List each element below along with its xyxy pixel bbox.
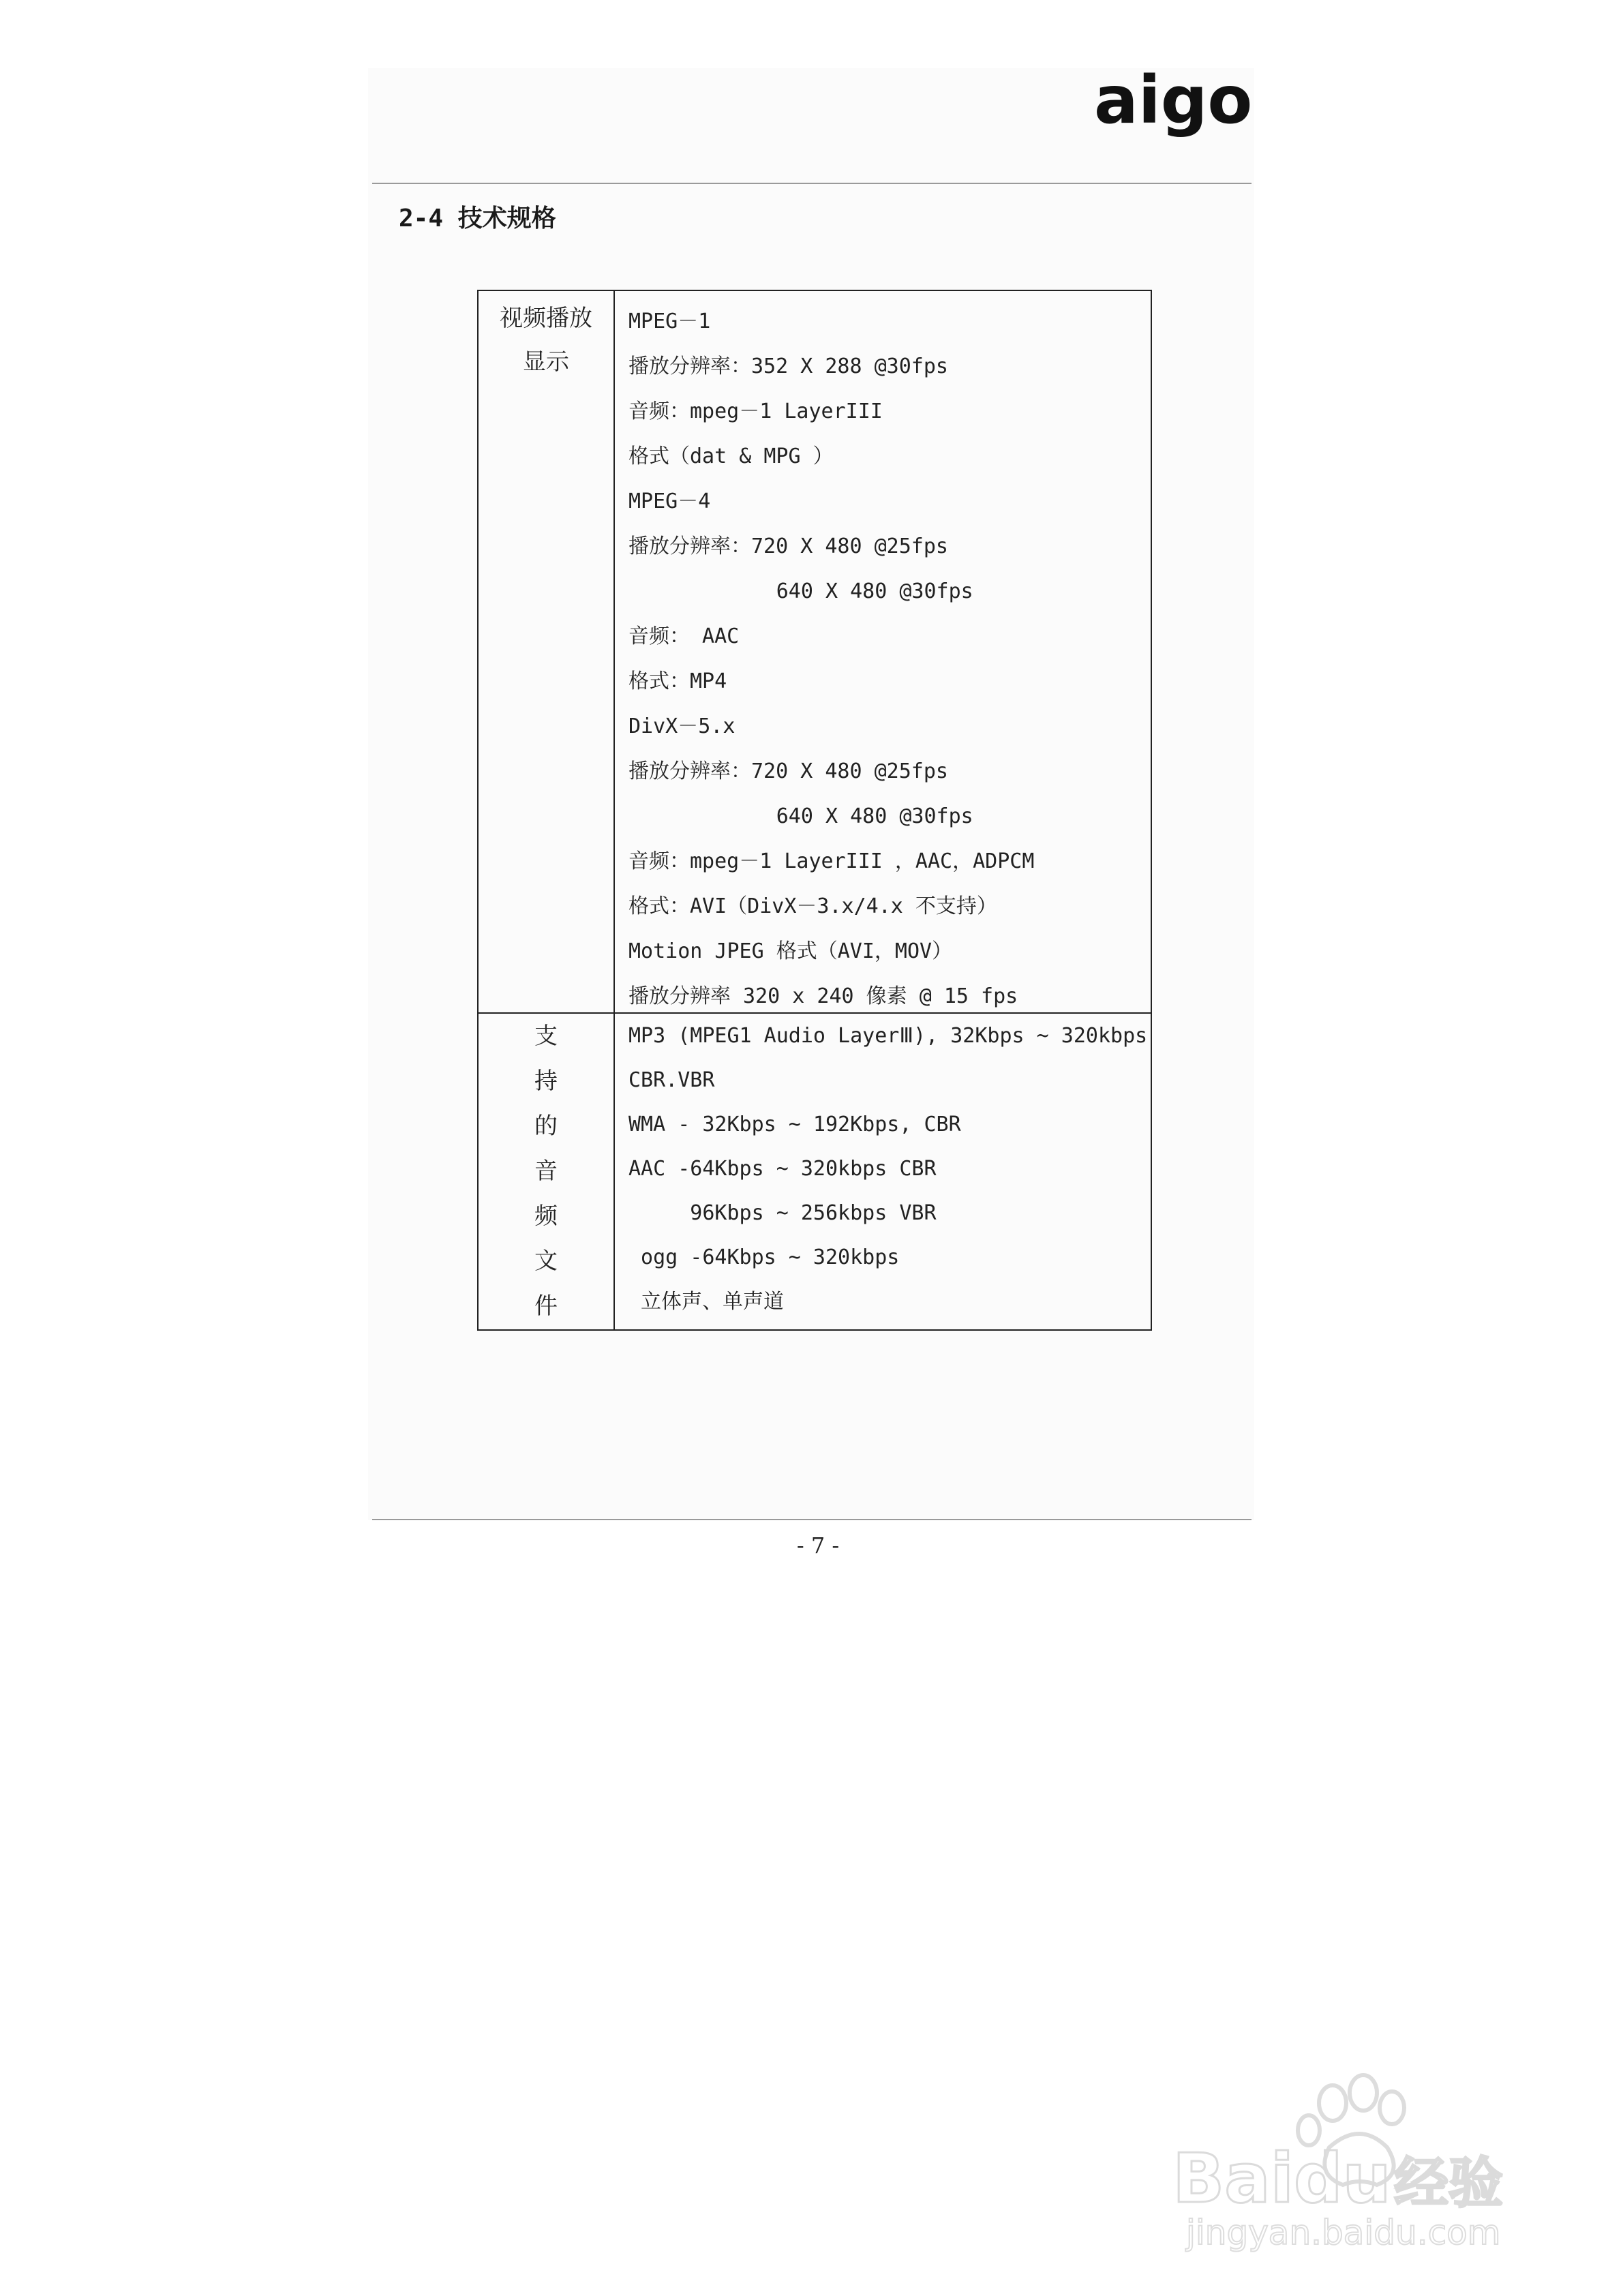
footer-divider <box>372 1519 1252 1520</box>
spec-table <box>477 290 1152 1331</box>
spec-line: WMA - 32Kbps ~ 192Kbps, CBR <box>628 1113 961 1136</box>
section-heading: 2-4 技术规格 <box>399 205 556 232</box>
audio-spec-list <box>628 1014 1160 1324</box>
spec-line: 格式（dat & MPG ） <box>628 444 834 468</box>
audio-row-label-char: 持 <box>534 1068 558 1095</box>
audio-row-label-char: 文 <box>534 1248 558 1275</box>
video-row-label <box>479 297 613 384</box>
spec-line: MPEG－4 <box>628 489 711 513</box>
video-row-label-line: 显示 <box>523 348 569 376</box>
spec-line: 立体声、单声道 <box>628 1290 785 1314</box>
audio-row-label-char: 支 <box>534 1023 558 1050</box>
spec-line: 播放分辨率：720 X 480 @25fps <box>628 534 948 558</box>
audio-row-label-char: 件 <box>534 1293 558 1320</box>
spec-line: 96Kbps ~ 256kbps VBR <box>628 1201 937 1225</box>
audio-spec-row <box>479 1014 1151 1329</box>
spec-line: 640 X 480 @30fps <box>628 579 973 603</box>
spec-line: 音频：mpeg－1 LayerIII <box>628 399 883 423</box>
spec-line: 音频：mpeg－1 LayerIII ，AAC，ADPCM <box>628 849 1035 873</box>
spec-line: 播放分辨率 320 x 240 像素 @ 15 fps <box>628 984 1018 1008</box>
spec-line: 640 X 480 @30fps <box>628 804 973 828</box>
column-divider <box>613 1014 615 1329</box>
video-spec-list <box>628 299 1160 1019</box>
spec-line: Motion JPEG 格式（AVI，MOV） <box>628 939 953 963</box>
spec-line: 音频： AAC <box>628 624 740 648</box>
spec-line: ogg -64Kbps ~ 320kbps <box>628 1245 900 1269</box>
aigo-logo-text: aigo <box>1094 68 1253 138</box>
watermark-brand-text: Baidu <box>1172 2139 1391 2218</box>
spec-line: 格式：MP4 <box>628 669 727 693</box>
spec-line: 格式：AVI（DivX－3.x/4.x 不支持） <box>628 894 997 918</box>
video-row-label-line: 视频播放 <box>500 305 592 332</box>
spec-line: 播放分辨率：352 X 288 @30fps <box>628 354 948 378</box>
baidu-jingyan-watermark <box>1159 2066 1541 2256</box>
audio-row-label-char: 的 <box>534 1113 558 1140</box>
audio-row-label-char: 音 <box>534 1158 558 1185</box>
aigo-logo <box>1094 68 1258 170</box>
spec-line: AAC -64Kbps ~ 320kbps CBR <box>628 1157 937 1181</box>
spec-line: MP3 (MPEG1 Audio LayerⅢ), 32Kbps ~ 320kbps <box>628 1024 1148 1048</box>
spec-line: MPEG－1 <box>628 309 711 333</box>
spec-line: 播放分辨率：720 X 480 @25fps <box>628 759 948 783</box>
spec-line: CBR.VBR <box>628 1068 715 1092</box>
baidu-paw-logo <box>1159 2066 1541 2256</box>
watermark-url-text: jingyan.baidu.com <box>1186 2213 1501 2252</box>
watermark-label-text: 经验 <box>1394 2151 1503 2215</box>
audio-row-label-char: 频 <box>534 1203 558 1230</box>
column-divider <box>613 291 615 1012</box>
aigo-logo-graphic <box>1094 68 1258 170</box>
audio-row-label <box>479 1014 613 1329</box>
spec-line: DivX－5.x <box>628 714 735 738</box>
page-number: - 7 - <box>796 1532 840 1558</box>
header-divider <box>372 183 1252 184</box>
video-spec-row <box>479 291 1151 1014</box>
